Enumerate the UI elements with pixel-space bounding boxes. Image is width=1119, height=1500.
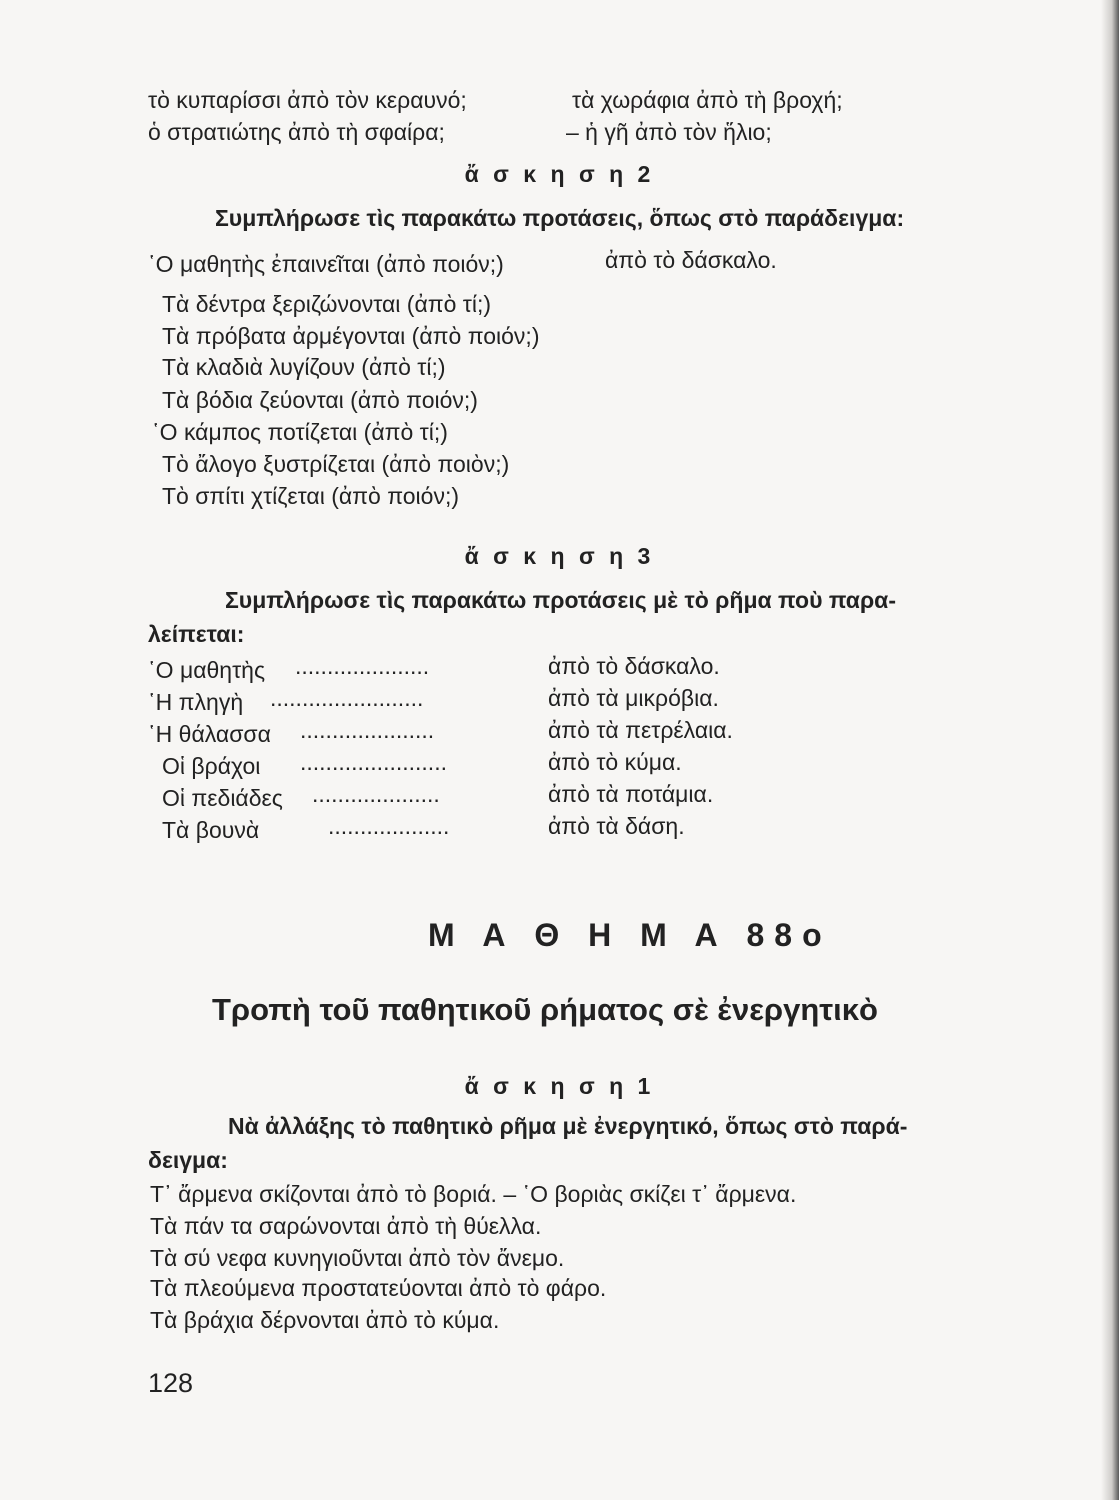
top-line-1-right: τὰ χωράφια ἀπὸ τὴ βροχή; [572,87,843,113]
exercise-3-subject: Τὰ βουνὰ [162,817,260,843]
fill-in-blank[interactable]: .................... [312,781,440,807]
exercise-1-instruction-cont: δειγμα: [148,1147,228,1173]
exercise-3-subject: ῾Ο μαθητὴς [148,657,266,683]
exercise-2-example-left: ῾Ο μαθητὴς ἐπαινεῖται (ἀπὸ ποιόν;) [148,251,504,277]
exercise-1-line: Τὰ σύ νεφα κυνηγιοῦνται ἀπὸ τὸν ἄνεμο. [150,1245,565,1271]
exercise-1-line: Τὰ βράχια δέρνονται ἀπὸ τὸ κύμα. [150,1307,500,1333]
page-edge-shadow [1101,0,1119,1500]
fill-in-blank[interactable]: ................... [328,813,450,839]
exercise-3-ending: ἀπὸ τὰ πετρέλαια. [548,717,733,743]
exercise-3-instruction: Συμπλήρωσε τὶς παρακάτω προτάσεις μὲ τὸ ρῆμα ποὺ παρα- [225,587,896,613]
lesson-title: Μ Α Θ Η Μ Α 88ο [428,917,832,953]
exercise-3-subject: ῾Η πληγὴ [148,689,244,715]
exercise-1-heading: ἄ σ κ η σ η 1 [464,1073,655,1099]
fill-in-blank[interactable]: ..................... [295,653,430,679]
exercise-3-subject: Οἱ πεδιάδες [162,785,283,811]
exercise-1-line: Τὰ πλεούμενα προστατεύονται ἀπὸ τὸ φάρο. [150,1275,607,1301]
lesson-subtitle: Τροπὴ τοῦ παθητικοῦ ρήματος σὲ ἐνεργητικὸ [212,992,878,1027]
top-line-1-left: τὸ κυπαρίσσι ἀπὸ τὸν κεραυνό; [148,87,467,113]
page-number: 128 [148,1368,194,1398]
exercise-2-instruction: Συμπλήρωσε τὶς παρακάτω προτάσεις, ὅπως στὸ παράδειγμα: [215,205,905,231]
exercise-2-line: Τὰ κλαδιὰ λυγίζουν (ἀπὸ τί;) [162,354,446,380]
exercise-3-ending: ἀπὸ τὰ δάση. [548,813,685,839]
top-line-2-left: ὁ στρατιώτης ἀπὸ τὴ σφαίρα; [148,119,445,145]
exercise-1-line: Τ᾿ ἄρμενα σκίζονται ἀπὸ τὸ βοριά. – ῾Ο βοριὰς σκίζει τ᾿ ἄρμενα. [150,1181,797,1207]
exercise-1-instruction: Νὰ ἀλλάξης τὸ παθητικὸ ρῆμα μὲ ἐνεργητικό, ὅπως στὸ παρά- [228,1113,908,1139]
exercise-3-ending: ἀπὸ τὰ ποτάμια. [548,781,714,807]
exercise-3-ending: ἀπὸ τὸ κύμα. [548,749,682,775]
exercise-2-line: Τὸ σπίτι χτίζεται (ἀπὸ ποιόν;) [162,483,460,509]
exercise-3-subject: Οἱ βράχοι [162,753,261,779]
exercise-3-ending: ἀπὸ τὰ μικρόβια. [548,685,719,711]
exercise-2-line: Τὰ δέντρα ξεριζώνονται (ἀπὸ τί;) [162,291,492,317]
exercise-1-line: Τὰ πάν τα σαρώνονται ἀπὸ τὴ θύελλα. [150,1213,542,1239]
exercise-2-heading: ἄ σ κ η σ η 2 [464,161,655,187]
exercise-3-ending: ἀπὸ τὸ δάσκαλο. [548,653,720,679]
fill-in-blank[interactable]: ....................... [300,749,447,775]
exercise-2-line: Τὰ πρόβατα ἀρμέγονται (ἀπὸ ποιόν;) [162,323,540,349]
exercise-2-line: ῾Ο κάμπος ποτίζεται (ἀπὸ τί;) [152,419,448,445]
exercise-2-line: Τὰ βόδια ζεύονται (ἀπὸ ποιόν;) [162,387,478,413]
fill-in-blank[interactable]: ........................ [270,685,424,711]
exercise-2-example-right: ἀπὸ τὸ δάσκαλο. [605,247,777,273]
top-line-2-right: – ἡ γῆ ἀπὸ τὸν ἥλιο; [566,119,772,145]
exercise-3-instruction-cont: λείπεται: [148,621,245,647]
exercise-3-heading: ἄ σ κ η σ η 3 [464,543,655,569]
exercise-3-subject: ῾Η θάλασσα [148,721,271,747]
exercise-2-line: Τὸ ἄλογο ξυστρίζεται (ἀπὸ ποιὸν;) [162,451,510,477]
fill-in-blank[interactable]: ..................... [300,717,435,743]
